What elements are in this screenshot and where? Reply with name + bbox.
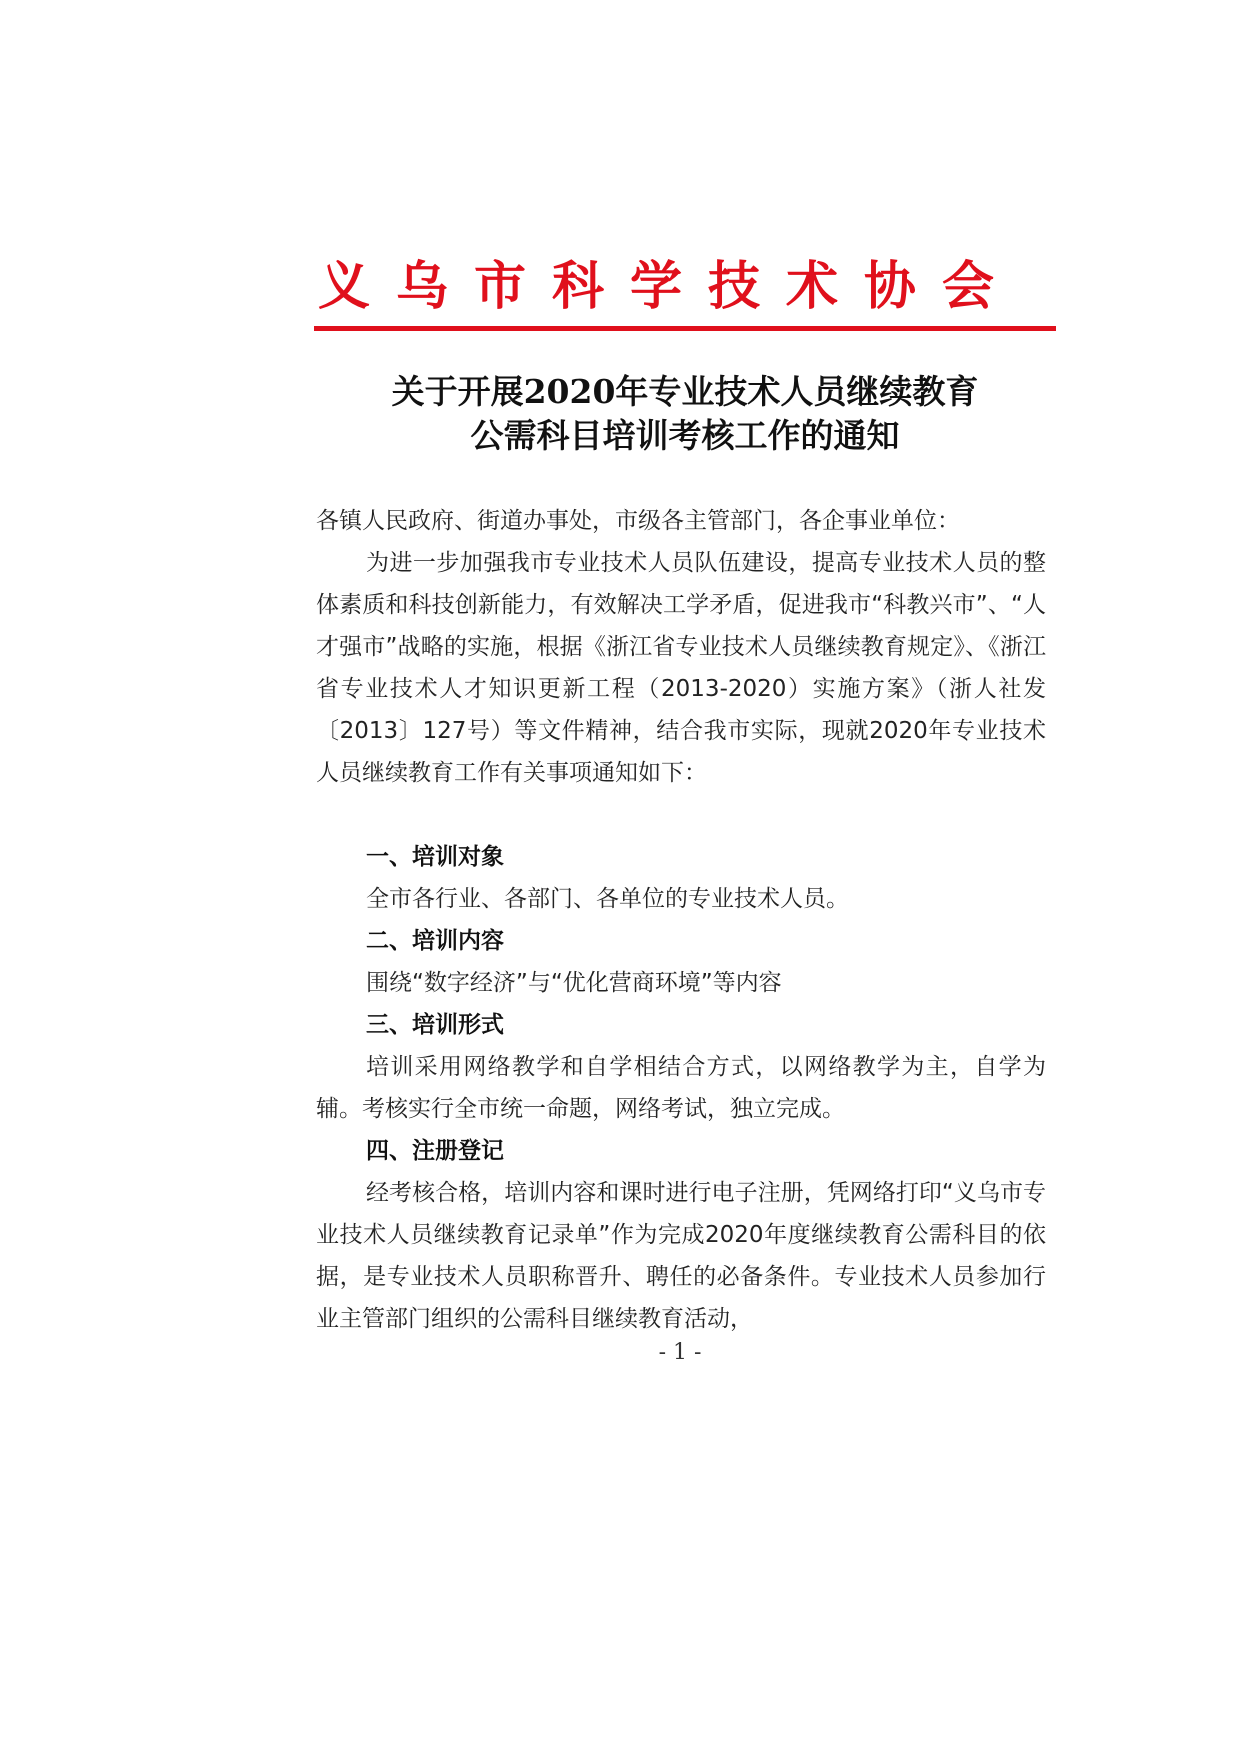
section-text-targets: 全市各行业、各部门、各单位的专业技术人员。 [366, 886, 849, 912]
header-red-rule [314, 326, 1056, 331]
section-text-format: 培训采用网络教学和自学相结合方式，以网络教学为主，自学为辅。考核实行全市统一命题，网络考试，独立完成。 [316, 1054, 1046, 1122]
section-heading-targets: 一、培训对象 [366, 844, 504, 870]
document-title-line-1: 关于开展2020年专业技术人员继续教育 [391, 372, 979, 411]
salutation: 各镇人民政府、街道办事处，市级各主管部门，各企事业单位： [316, 508, 960, 534]
section-heading-registration: 四、注册登记 [366, 1138, 504, 1164]
section-heading-content: 二、培训内容 [366, 928, 504, 954]
page-number: - 1 - [658, 1340, 702, 1365]
intro-paragraph: 为进一步加强我市专业技术人员队伍建设，提高专业技术人员的整体素质和科技创新能力，有效解决工学矛盾，促进我市“科教兴市”、“人才强市”战略的实施，根据《浙江省专业技术人员继续教育规定》、《浙江省专业技术人才知识更新工程（2013-2020）实施方案》（浙人社发〔2013〕127号）等文件精神，结合我市实际，现就2020年专业技术人员继续教育工作有关事项通知如下： [316, 550, 1046, 786]
section-text-content: 围绕“数字经济”与“优化营商环境”等内容 [366, 970, 782, 996]
section-text-registration: 经考核合格，培训内容和课时进行电子注册，凭网络打印“义乌市专业技术人员继续教育记录单”作为完成2020年度继续教育公需科目的依据，是专业技术人员职称晋升、聘任的必备条件。专业技术人员参加行业主管部门组织的公需科目继续教育活动， [316, 1180, 1046, 1332]
document-title-line-2: 公需科目培训考核工作的通知 [470, 416, 900, 455]
section-heading-format: 三、培训形式 [366, 1012, 504, 1038]
organization-header: 义乌市科学技术协会 [318, 257, 1021, 317]
